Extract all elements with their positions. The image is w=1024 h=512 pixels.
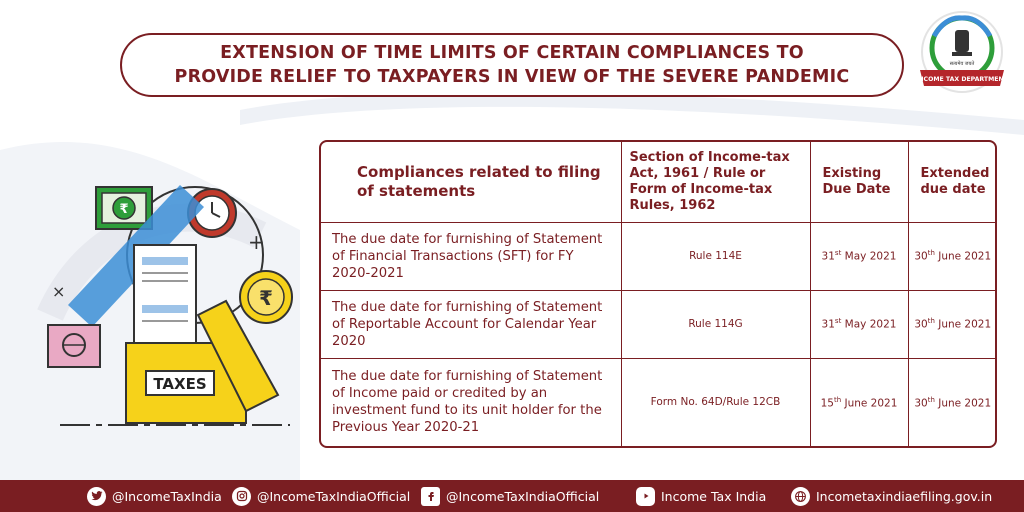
note-currency: ₹ (119, 202, 129, 217)
website-url: Incometaxindiaefiling.gov.in (816, 488, 993, 504)
page-title (120, 33, 904, 97)
rupee-coin-icon (240, 271, 292, 323)
row-existing-date: 15th June 2021 (810, 358, 908, 446)
table-header-row (321, 142, 997, 222)
website-link[interactable] (791, 485, 992, 507)
income-tax-logo (912, 8, 1012, 102)
row-section: Rule 114E (621, 222, 810, 290)
table-row (321, 290, 997, 358)
coin-currency: ₹ (259, 286, 273, 310)
social-footer (0, 480, 1024, 512)
youtube-channel: Income Tax India (661, 488, 767, 504)
logo-text: INCOME TAX DEPARTMENT (916, 76, 1008, 83)
row-description: The due date for furnishing of Statement of Reportable Account for Calendar Year 2020 (321, 290, 621, 358)
row-extended-date: 30th June 2021 (908, 222, 997, 290)
facebook-link[interactable] (421, 485, 599, 507)
title-line-1: EXTENSION OF TIME LIMITS OF CERTAIN COMPLIANCES TO (220, 43, 804, 63)
row-extended-date: 30th June 2021 (908, 290, 997, 358)
twitter-icon (87, 487, 106, 506)
row-section: Rule 114G (621, 290, 810, 358)
header-existing-date: Existing Due Date (810, 142, 908, 222)
row-extended-date: 30th June 2021 (908, 358, 997, 446)
facebook-icon (421, 487, 440, 506)
taxes-illustration (30, 165, 320, 445)
instagram-link[interactable] (232, 485, 410, 507)
instagram-icon (232, 487, 251, 506)
header-extended-date: Extended due date (908, 142, 997, 222)
row-description: The due date for furnishing of Statement of Financial Transactions (SFT) for FY 2020-2021 (321, 222, 621, 290)
facebook-handle: @IncomeTaxIndiaOfficial (446, 488, 600, 504)
youtube-link[interactable] (636, 485, 766, 507)
instagram-handle: @IncomeTaxIndiaOfficial (257, 488, 411, 504)
taxes-label: TAXES (153, 375, 207, 393)
globe-icon (791, 487, 810, 506)
table-row (321, 358, 997, 446)
money-note-icon (96, 187, 152, 229)
emblem-text: सत्यमेव जयते (949, 61, 975, 67)
compliance-table (319, 140, 997, 448)
row-existing-date: 31st May 2021 (810, 290, 908, 358)
decor-cross: × (52, 282, 66, 301)
row-section: Form No. 64D/Rule 12CB (621, 358, 810, 446)
youtube-icon (636, 487, 655, 506)
twitter-link[interactable] (87, 485, 222, 507)
header-compliances: Compliances related to filing of statements (321, 142, 621, 222)
row-existing-date: 31st May 2021 (810, 222, 908, 290)
twitter-handle: @IncomeTaxIndia (112, 488, 222, 504)
table-row (321, 222, 997, 290)
row-description: The due date for furnishing of Statement of Income paid or credited by an investment fund to its unit holder for the Previous Year 2020-21 (321, 358, 621, 446)
passport-icon (48, 325, 100, 367)
header-section: Section of Income-tax Act, 1961 / Rule or Form of Income-tax Rules, 1962 (621, 142, 810, 222)
decor-plus: + (248, 230, 265, 254)
title-line-2: PROVIDE RELIEF TO TAXPAYERS IN VIEW OF THE SEVERE PANDEMIC (174, 67, 850, 87)
